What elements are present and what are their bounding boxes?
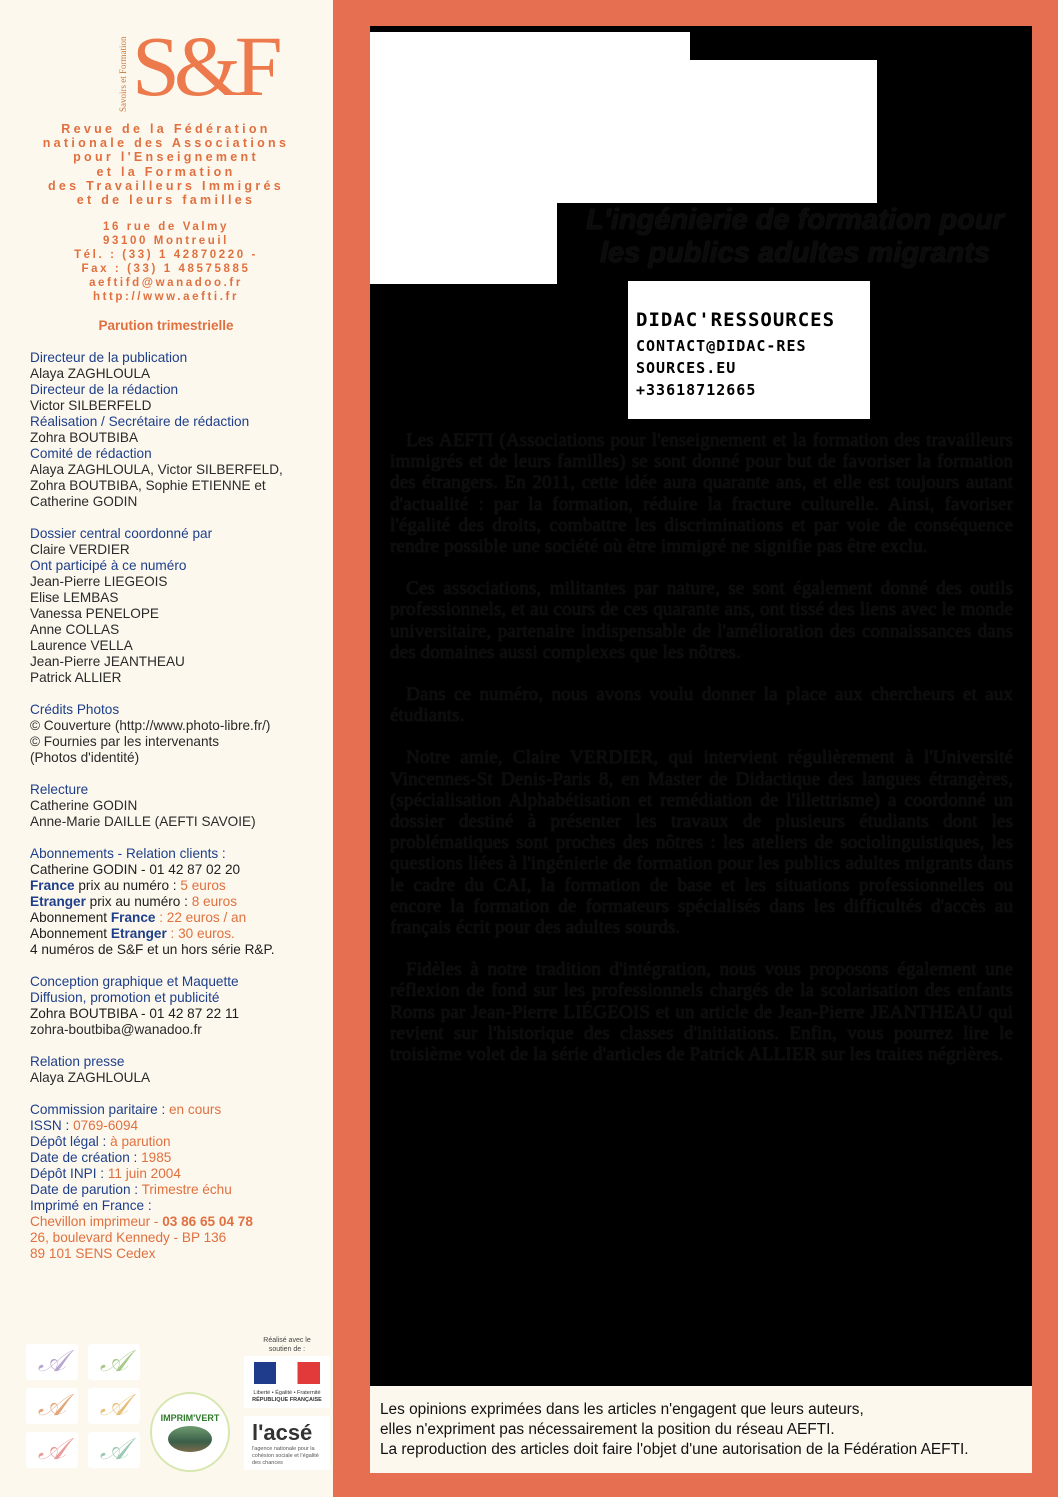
label-presse: Relation presse [30,1054,125,1069]
realise-line: Réalisé avec le [263,1337,311,1344]
editorial-paragraph: Notre amie, Claire VERDIER, qui intervient régulièrement à l'Université Vincennes-St Denis-Paris 8, en Master de Didactique des langues étrangères, (spécialisation Alphabétisation et remédiation de l'illettrisme) a coordonné un dossier destiné à présenter les travaux de plusieurs étudiants dont les problématiques sont proches des nôtres : les ateliers de sociolinguistiques, les questions liées à l'ingénierie de formation pour les publics adultes migrants dans le cadre du CAI, la formation de base et les situations professionnelles ou encore la formation de formateurs spécialisés dans les difficultés d'accès au français écrit pour des adultes sourds. [390,747,1013,939]
etranger-text: prix au numéro : [85,894,192,909]
republique-francaise-logo [244,1356,330,1408]
label-realisation: Réalisation / Secrétaire de rédaction [30,414,250,429]
label-conception: Conception graphique et Maquette [30,974,239,989]
stamp-line: +33618712665 [636,381,757,399]
inpi-value: 11 juin 2004 [107,1166,181,1181]
sf-logo [118,18,277,118]
imprimeur-address: 89 101 SENS Cedex [30,1246,156,1261]
value-comite: Zohra BOUTBIBA, Sophie ETIENNE et [30,478,266,493]
disclaimer-line: elles n'expriment pas nécessairement la position du réseau AEFTI. [380,1421,835,1438]
participant: Elise LEMBAS [30,590,119,605]
diffusion-contact: Zohra BOUTBIBA - [30,1006,150,1021]
revue-description [20,122,312,207]
realise-line: soutien de : [268,1346,306,1353]
date-parution-line [30,1182,328,1198]
abo-france-price: : 22 euros / an [155,910,247,925]
abo-contact: Catherine GODIN - [30,862,150,877]
label-comite: Comité de rédaction [30,446,152,461]
address-email[interactable]: aeftifd@wanadoo.fr [89,277,243,289]
abo-france-text: Abonnement [30,910,111,925]
diffusion-email[interactable]: zohra-boutbiba@wanadoo.fr [30,1022,202,1037]
creation-label: Date de création : [30,1150,142,1165]
value-credits: (Photos d'identité) [30,750,140,765]
value-relecture: Anne-Marie DAILLE (AEFTI SAVOIE) [30,814,256,829]
disclaimer-line: La reproduction des articles doit faire l'objet d'une autorisation de la Fédération AEFTI. [380,1441,969,1458]
acse-subtitle: l'agence nationale pour la cohésion sociale et l'égalité des chances [252,1446,319,1466]
editorial-paragraph: Dans ce numéro, nous avons voulu donner la place aux chercheurs et aux étudiants. [390,684,1013,727]
staff-credits [30,350,328,1262]
headline-line: les publics adultes migrants [600,237,990,269]
depot-value: à parution [110,1134,171,1149]
abo-etranger-text: Abonnement [30,926,111,941]
republique-text [244,1390,330,1404]
label-dir-redaction: Directeur de la rédaction [30,382,179,397]
partner-logo: 𝒜 [88,1432,140,1468]
label-diffusion: Diffusion, promotion et publicité [30,990,220,1005]
hors-serie: 4 numéros de S&F et un hors série R&P. [30,942,275,957]
revue-line: pour l'Enseignement [73,150,259,165]
revue-line: nationale des Associations [42,136,290,151]
participant: Laurence VELLA [30,638,133,653]
abo-etranger-price: : 30 euros. [166,926,235,941]
value-dossier: Claire VERDIER [30,542,130,557]
headline-line: L'ingénierie de formation pour [586,204,1004,236]
address-fax: Fax : (33) 1 48575885 [81,263,251,275]
participant: Vanessa PENELOPE [30,606,159,621]
date-parution-value: Trimestre échu [141,1182,232,1197]
inpi-label: Dépôt INPI : [30,1166,108,1181]
value-comite: Alaya ZAGHLOULA, Victor SILBERFELD, [30,462,283,477]
imprim-vert-logo [150,1392,230,1472]
value-relecture: Catherine GODIN [30,798,138,813]
editorial-paragraph: Les AEFTI (Associations pour l'enseignement et la formation des travailleurs immigrés et de leurs familles) se sont donné pour but de favoriser la formation des étrangers. En 2011, cette idée aura quarante ans, et elle est toujours autant d'actualité : par la formation, réduire la fracture culturelle. Ainsi, favoriser l'égalité des droits, combattre les discriminations et par voie de conséquence rendre possible une société où être immigré ne signifie pas être exclu. [390,430,1013,558]
contact-address [20,220,312,304]
blank-image-area [557,60,877,203]
value-credits: © Couverture (http://www.photo-libre.fr/) [30,718,271,733]
france-price-line [30,878,328,894]
address-website[interactable]: http://www.aefti.fr [92,291,240,303]
acse-logo [244,1416,330,1470]
republique-motto: Liberté • Égalité • Fraternité [253,1390,321,1396]
didac-ressources-stamp [628,281,870,419]
republique-name: RÉPUBLIQUE FRANÇAISE [252,1397,322,1403]
value-dir-redaction: Victor SILBERFELD [30,398,152,413]
participant: Jean-Pierre LIEGEOIS [30,574,168,589]
disclaimer-line: Les opinions exprimées dans les articles n'engagent que leurs auteurs, [380,1401,864,1418]
revue-line: et de leurs familles [76,193,256,208]
imprimeur: Chevillon imprimeur - [30,1214,163,1229]
abo-france-line [30,910,328,926]
stamp-line: CONTACT@DIDAC-RES [636,337,807,355]
stamp-line: SOURCES.EU [636,359,737,377]
marianne-flag-icon [254,1362,320,1384]
label-imprime: Imprimé en France : [30,1198,152,1213]
abo-etranger-label: Etranger [110,926,167,941]
label-dir-publication: Directeur de la publication [30,350,188,365]
address-street: 16 rue de Valmy [103,221,229,233]
imprimeur-line [30,1214,328,1230]
editorial-paragraph: Ces associations, militantes par nature, se sont également donné des outils professionnels, et au cours de ces quarante ans, ont tissé des liens avec le monde universitaire, partenaire indispensable de l'amélioration des connaissances dans des domaines aussi complexes que les nôtres. [390,578,1013,663]
revue-line: des Travailleurs Immigrés [47,178,285,193]
depot-line [30,1134,328,1150]
diffusion-contact-line [30,1006,328,1022]
commission-value: en cours [169,1102,222,1117]
etranger-price: 8 euros [191,894,238,909]
france-price: 5 euros [180,878,226,893]
commission-label: Commission paritaire : [30,1102,169,1117]
participant: Patrick ALLIER [30,670,122,685]
imprimeur-phone: 03 86 65 04 78 [162,1214,253,1229]
stamp-line: DIDAC'RESSOURCES [636,309,836,331]
address-city: 93100 Montreuil [103,235,229,247]
etranger-label: Etranger [30,894,86,909]
creation-value: 1985 [141,1150,172,1165]
diffusion-phone: 01 42 87 22 11 [149,1006,240,1021]
partner-logo: 𝒜 [26,1432,78,1468]
issn-line [30,1118,328,1134]
value-presse: Alaya ZAGHLOULA [30,1070,151,1085]
parution-frequency: Parution trimestrielle [98,318,234,333]
value-credits: © Fournies par les intervenants [30,734,220,749]
realise-avec-soutien [244,1336,330,1354]
acse-name: l'acsé [252,1420,313,1445]
etranger-price-line [30,894,328,910]
dossier-headline [560,204,1030,270]
disclaimer-box [370,1386,1032,1473]
imprimeur-address: 26, boulevard Kennedy - BP 136 [30,1230,227,1245]
participant: Jean-Pierre JEANTHEAU [30,654,185,669]
partner-logos [26,1344,146,1472]
partner-logo: 𝒜 [26,1388,78,1424]
value-dir-publication: Alaya ZAGHLOULA [30,366,151,381]
abo-phone: 01 42 87 02 20 [149,862,241,877]
logo-brand: S&F [132,18,277,114]
label-dossier: Dossier central coordonné par [30,526,213,541]
value-realisation: Zohra BOUTBIBA [30,430,139,445]
revue-line: Revue de la Fédération [61,122,271,136]
revue-line: et la Formation [96,164,236,179]
label-relecture: Relecture [30,782,89,797]
partner-logo: 𝒜 [26,1344,78,1380]
france-text: prix au numéro : [74,878,181,893]
france-label: France [30,878,75,893]
commission-line [30,1102,328,1118]
issn-value: 0769-6094 [73,1118,139,1133]
value-comite: Catherine GODIN [30,494,138,509]
partner-logo: 𝒜 [88,1344,140,1380]
address-phone: Tél. : (33) 1 42870220 - [74,249,258,261]
inpi-line [30,1166,328,1182]
masthead-sidebar [0,0,333,1497]
abo-france-label: France [110,910,156,925]
abo-contact-line [30,862,328,878]
editorial-text [390,430,1013,1086]
imprim-vert-text: IMPRIM'VERT [160,1412,220,1423]
creation-line [30,1150,328,1166]
imprim-vert-image [168,1426,212,1452]
participant: Anne COLLAS [30,622,120,637]
label-abonnements: Abonnements - Relation clients : [30,846,226,861]
issn-label: ISSN : [30,1118,74,1133]
label-credits-photos: Crédits Photos [30,702,120,717]
logo-tagline: Savoirs et Formation [118,36,128,112]
depot-label: Dépôt légal : [30,1134,111,1149]
abo-etranger-line [30,926,328,942]
label-participants: Ont participé à ce numéro [30,558,187,573]
partner-logo: 𝒜 [88,1388,140,1424]
date-parution-label: Date de parution : [30,1182,142,1197]
editorial-paragraph: Fidèles à notre tradition d'intégration, nous vous proposons également une réflexion de fond sur les professionnels chargés de la scolarisation des enfants Roms par Jean-Pierre LIÉGEOIS et un article de Jean-Pierre JEANTHEAU qui revient sur l'historique des classes d'initiations. Enfin, vous pourrez lire le troisième volet de la série d'articles de Patrick ALLIER sur les traites négrières. [390,959,1013,1066]
